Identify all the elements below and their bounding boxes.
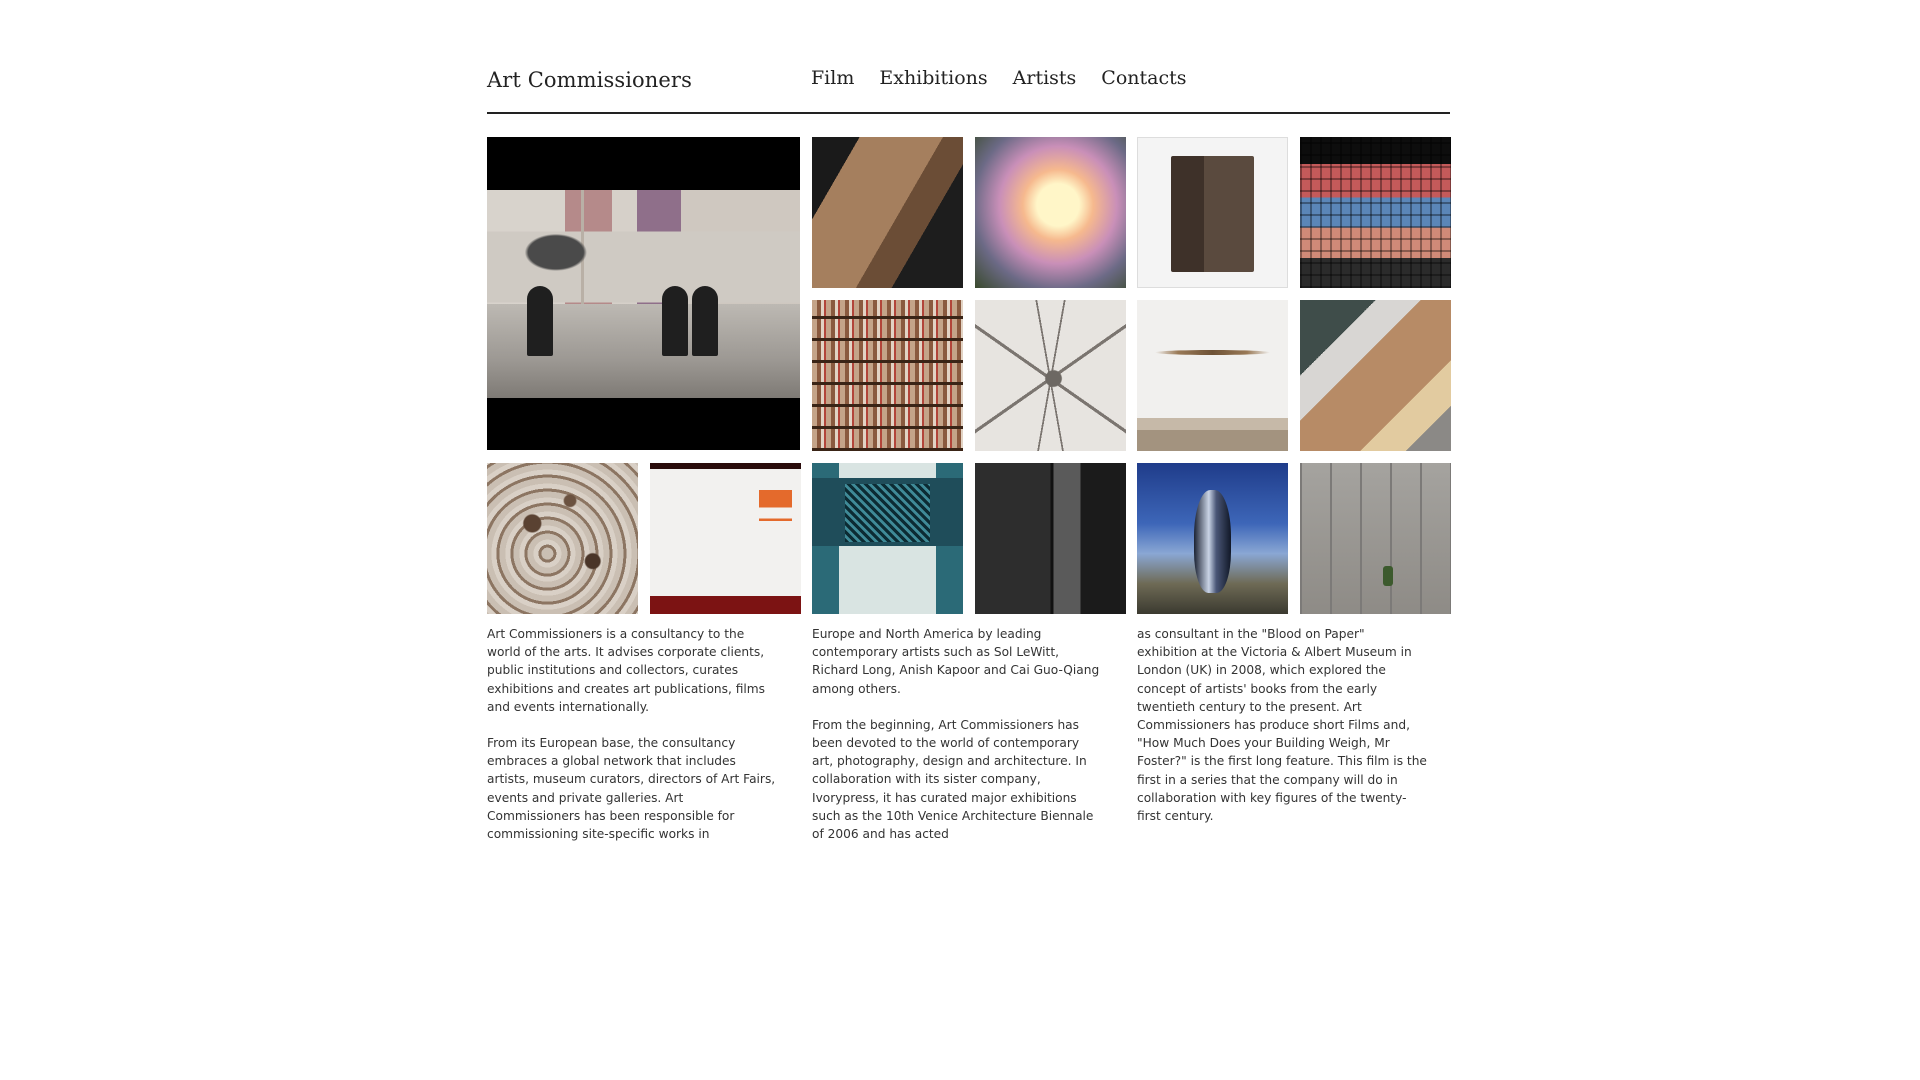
nav-exhibitions[interactable]: Exhibitions [879,67,988,89]
nav-artists[interactable]: Artists [1012,67,1077,89]
film-still-image [487,190,800,398]
spider-drawing-image [975,300,1126,451]
about-paragraph: as consultant in the "Blood on Paper" exhibition at the Victoria & Albert Museum in London (UK) in 2008, which explored the concept of artists' books from the early twentieth century to the present. Art Commissioners has produce short Films and, "How Much Does your Building Weigh, Mr Foster?" is the first long feature. This film is the first in a series that the company will do in collaboration with key figures of the twenty-first century. [1137,627,1427,824]
main-nav [811,67,1187,89]
about-paragraph: Art Commissioners is a consultancy to the world of the arts. It advises corporate clients, public institutions and collectors, curates exhibitions and creates art publications, films and events internationally. [487,627,766,714]
nav-film[interactable]: Film [811,67,855,89]
gallery-tile-cloud-book[interactable] [975,137,1126,288]
gallery-tile-chair-design[interactable] [1300,300,1451,451]
gallery-tile-box-object[interactable] [1137,137,1288,288]
wall-sculpture-image [1155,350,1270,355]
gallery-tile-open-book[interactable] [650,463,801,614]
about-column-1 [487,625,777,861]
mirror-sculpture-image [1194,490,1230,593]
site-logo[interactable]: Art Commissioners [487,68,692,92]
gallery-tile-spider-drawing[interactable] [975,300,1126,451]
psychedelic-painting-image [845,484,930,541]
page [487,0,1450,1080]
gallery-tile-bookshelf[interactable] [812,300,963,451]
gallery-tile-facade-installation[interactable] [1300,463,1451,614]
about-column-2 [812,625,1102,861]
gallery-tile-film-still[interactable] [487,137,800,450]
gallery-tile-black-white-photo[interactable] [975,463,1126,614]
gallery-tile-escalator-installation[interactable] [812,137,963,288]
gallery-tile-rust-texture[interactable] [487,463,638,614]
gallery-tile-psychedelic-painting[interactable] [812,463,963,614]
gallery-tile-mirror-sculpture[interactable] [1137,463,1288,614]
person-shape [662,286,688,356]
person-shape [527,286,553,356]
box-object-image [1171,156,1254,272]
gallery-tile-wall-sculpture[interactable] [1137,300,1288,451]
nav-contacts[interactable]: Contacts [1101,67,1187,89]
person-shape [692,286,718,356]
gallery-tile-photo-wall[interactable] [1300,137,1451,288]
about-paragraph: From the beginning, Art Commissioners has been devoted to the world of contemporary art, photography, design and architecture. In collaboration with its sister company, Ivorypress, it has curated major exhibitions such as the 10th Venice Architecture Biennale of 2006 and has acted [812,717,1094,842]
facade-installation-image [1383,566,1393,586]
about-column-3 [1137,625,1427,843]
about-paragraph: Europe and North America by leading contemporary artists such as Sol LeWitt, Richard Long, Anish Kapoor and Cai Guo-Qiang among others. [812,627,1100,696]
site-header [487,64,1450,114]
about-paragraph: From its European base, the consultancy embraces a global network that includes artists, museum curators, directors of Art Fairs, events and private galleries. Art Commissioners has been responsible for commissioning site-specific works in [487,736,776,842]
open-book-image [759,490,792,561]
